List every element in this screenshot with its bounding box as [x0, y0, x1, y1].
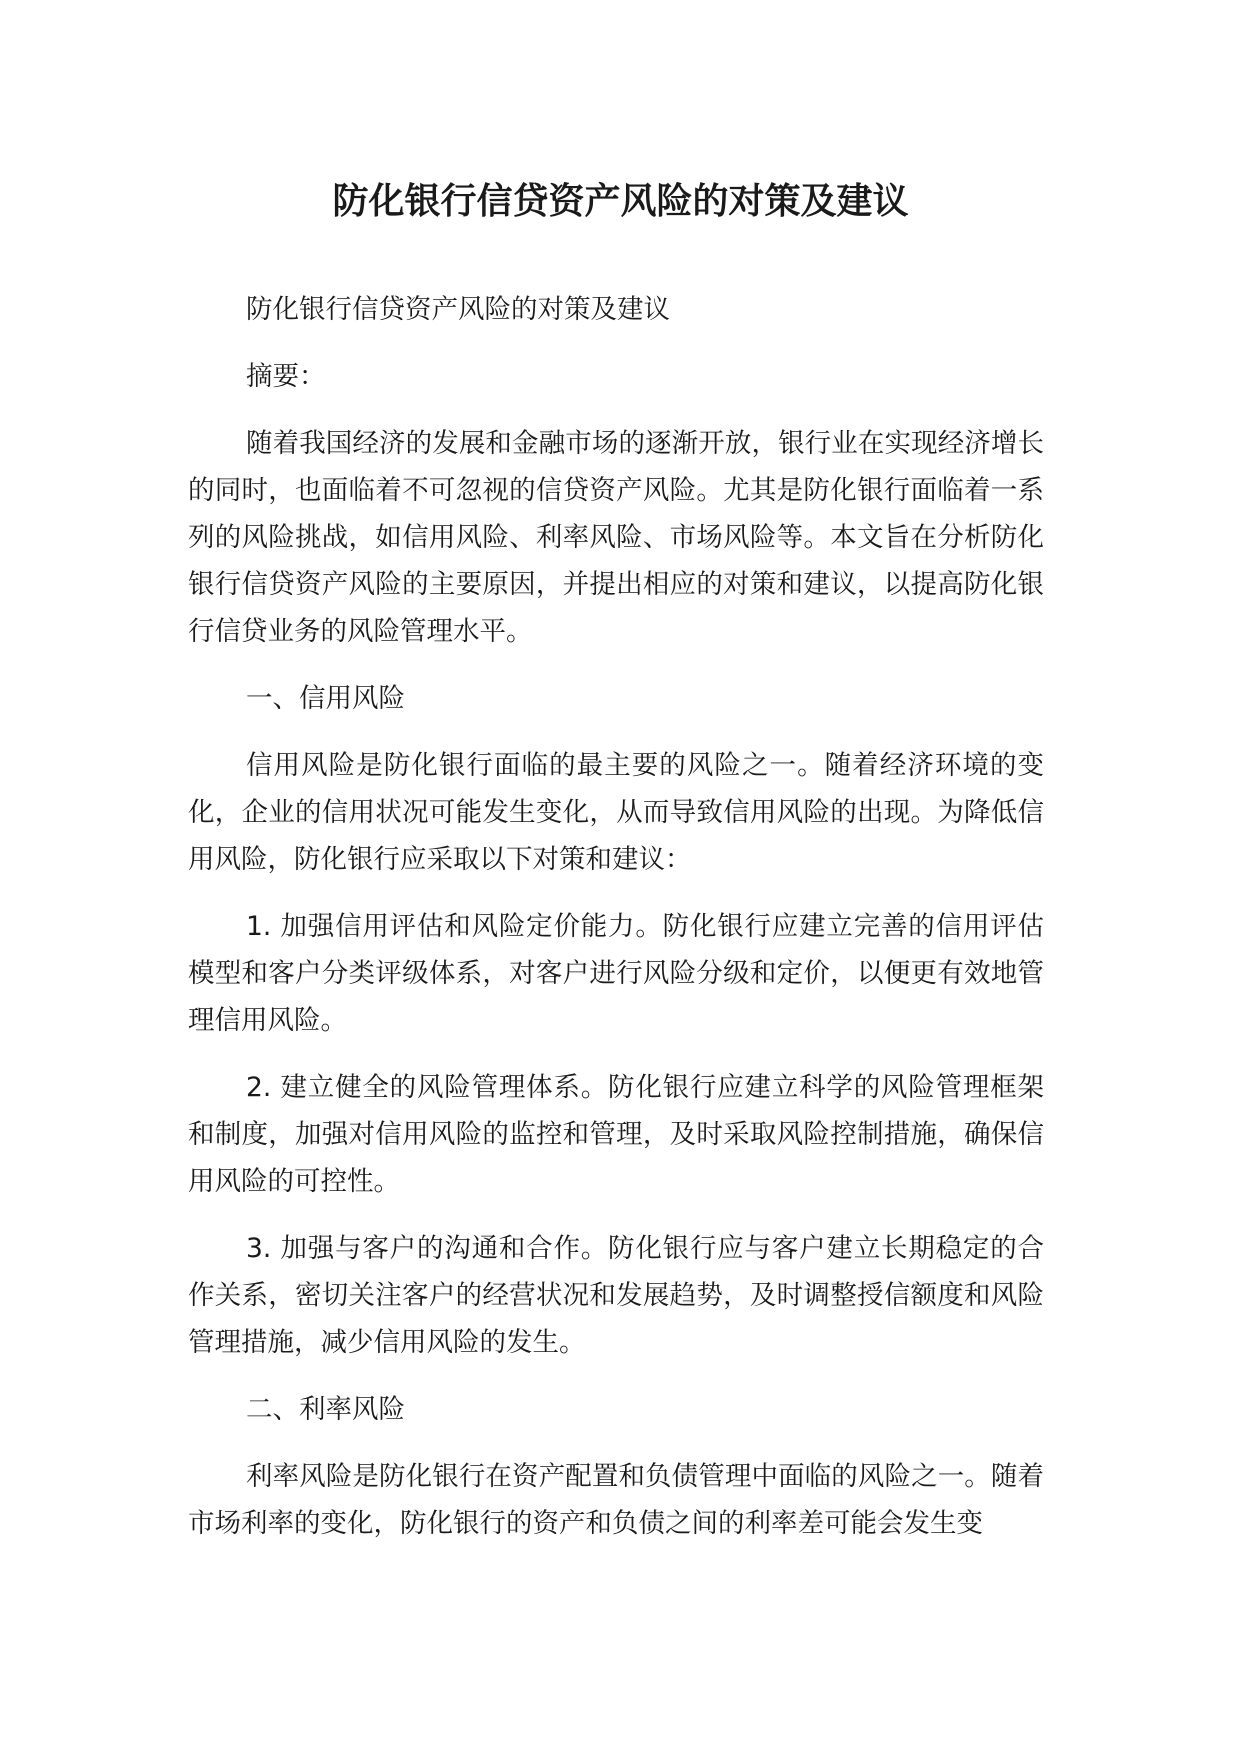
section-heading-interest-rate-risk: 二、利率风险	[246, 1394, 405, 1425]
credit-risk-item-1: 1. 加强信用评估和风险定价能力。防化银行应建立完善的信用评估模型和客户分类评级体系，对客户进行风险分级和定价，以便更有效地管理信用风险。	[188, 911, 1044, 1036]
document-title: 防化银行信贷资产风险的对策及建议	[332, 181, 909, 222]
abstract-label: 摘要：	[246, 361, 326, 392]
document-body	[188, 286, 1044, 1567]
interest-rate-risk-paragraph: 利率风险是防化银行在资产配置和负债管理中面临的风险之一。随着市场利率的变化，防化银行的资产和负债之间的利率差可能会发生变	[188, 1461, 1044, 1539]
section-heading-credit-risk: 一、信用风险	[246, 683, 405, 714]
credit-risk-item-2: 2. 建立健全的风险管理体系。防化银行应建立科学的风险管理框架和制度，加强对信用风险的监控和管理，及时采取风险控制措施，确保信用风险的可控性。	[188, 1072, 1044, 1197]
credit-risk-item-3: 3. 加强与客户的沟通和合作。防化银行应与客户建立长期稳定的合作关系，密切关注客户的经营状况和发展趋势，及时调整授信额度和风险管理措施，减少信用风险的发生。	[188, 1233, 1044, 1358]
credit-risk-paragraph: 信用风险是防化银行面临的最主要的风险之一。随着经济环境的变化，企业的信用状况可能发生变化，从而导致信用风险的出现。为降低信用风险，防化银行应采取以下对策和建议：	[188, 750, 1044, 875]
abstract-paragraph: 随着我国经济的发展和金融市场的逐渐开放，银行业在实现经济增长的同时，也面临着不可忽视的信贷资产风险。尤其是防化银行面临着一系列的风险挑战，如信用风险、利率风险、市场风险等。本文旨在分析防化银行信贷资产风险的主要原因，并提出相应的对策和建议，以提高防化银行信贷业务的风险管理水平。	[188, 428, 1044, 647]
subtitle-paragraph: 防化银行信贷资产风险的对策及建议	[246, 294, 670, 325]
